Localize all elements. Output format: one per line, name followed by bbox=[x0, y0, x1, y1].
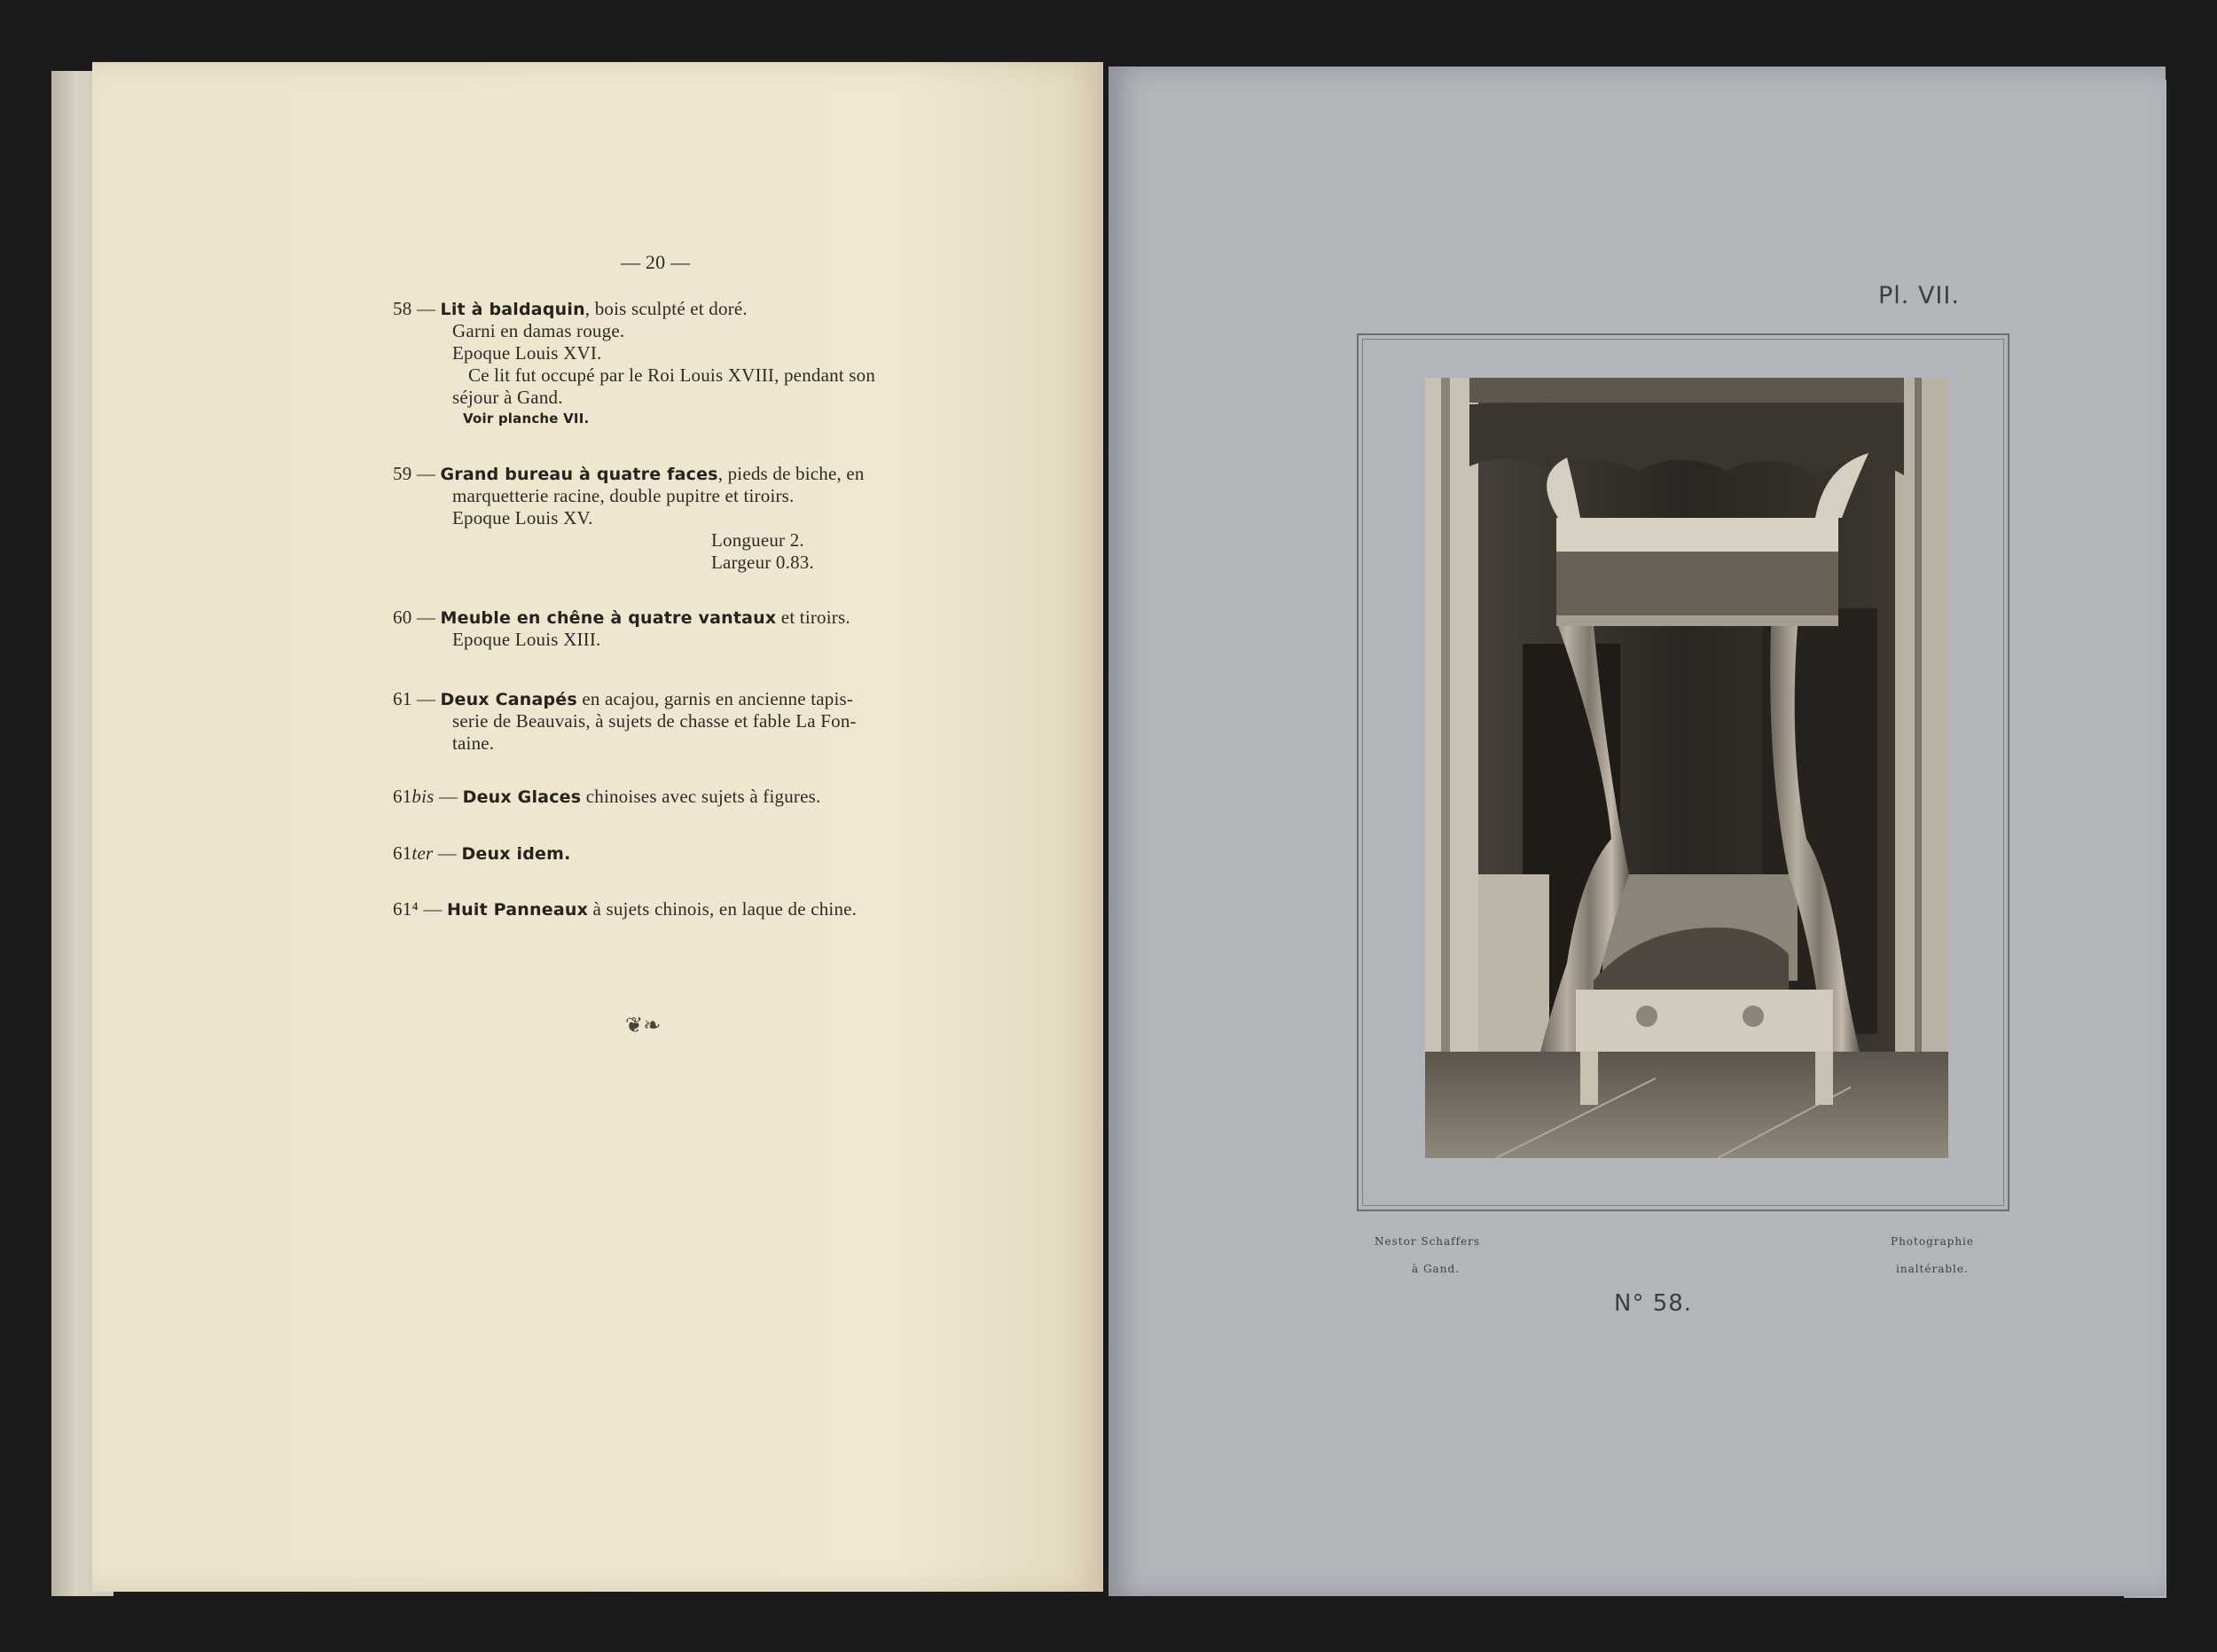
canopy-bed-photograph bbox=[1425, 378, 1948, 1158]
entry-line: taine. bbox=[452, 732, 495, 754]
entry-text: , pieds de biche, en bbox=[717, 463, 865, 484]
entry-number: 58 — bbox=[393, 298, 436, 319]
left-page bbox=[92, 62, 1103, 1592]
entry-title: Grand bureau à quatre faces bbox=[440, 465, 718, 484]
process-credit: Photographie bbox=[1891, 1235, 1974, 1248]
entry-number: 61 — bbox=[393, 688, 436, 709]
catalog-entry-60 bbox=[393, 607, 850, 629]
entry-line: serie de Beauvais, à sujets de chasse et fable La Fon- bbox=[452, 710, 857, 732]
entry-line: marquetterie racine, double pupitre et tiroirs. bbox=[452, 485, 795, 506]
entry-dash: — bbox=[433, 842, 457, 864]
photographer-credit: Nestor Schaffers bbox=[1375, 1235, 1481, 1248]
plate-label: Pl. VII. bbox=[1878, 282, 1960, 309]
entry-number: 61 bbox=[393, 842, 412, 864]
catalog-entry-58 bbox=[393, 298, 748, 320]
page-number: — 20 — bbox=[621, 251, 691, 273]
catalog-entry-61 bbox=[393, 688, 853, 710]
entry-line: Epoque Louis XVI. bbox=[452, 342, 602, 364]
entry-number: 61⁴ — bbox=[393, 898, 443, 920]
entry-text: chinoises avec sujets à figures. bbox=[581, 786, 821, 807]
entry-number: 61 bbox=[393, 786, 412, 807]
entry-line: Longueur 2. bbox=[711, 529, 804, 551]
entry-number-suffix: bis bbox=[411, 786, 435, 807]
entry-dash: — bbox=[434, 786, 458, 807]
catalog-entry-61ter bbox=[393, 842, 571, 865]
plate-reference: Voir planche VII. bbox=[463, 411, 590, 427]
entry-line: Epoque Louis XIII. bbox=[452, 629, 601, 650]
entry-title: Huit Panneaux bbox=[447, 900, 589, 920]
catalog-entry-59 bbox=[393, 463, 865, 485]
entry-text: , bois sculpté et doré. bbox=[584, 298, 748, 319]
photographer-location: à Gand. bbox=[1412, 1263, 1460, 1275]
entry-line: Largeur 0.83. bbox=[711, 552, 814, 573]
entry-text: en acajou, garnis en ancienne tapis- bbox=[576, 688, 854, 709]
entry-text: et tiroirs. bbox=[776, 607, 850, 628]
entry-text: à sujets chinois, en laque de chine. bbox=[588, 898, 858, 920]
entry-title: Lit à baldaquin bbox=[440, 300, 585, 319]
catalog-entry-61bis bbox=[393, 786, 820, 808]
entry-line: séjour à Gand. bbox=[452, 387, 563, 408]
photo-image bbox=[1425, 378, 1948, 1158]
entry-number-suffix: ter bbox=[411, 842, 434, 864]
entry-number: 60 — bbox=[393, 607, 436, 628]
process-credit-2: inaltérable. bbox=[1896, 1263, 1969, 1275]
catalog-entry-61-4 bbox=[393, 898, 857, 920]
ornament-icon: ❦❧ bbox=[625, 1014, 662, 1037]
entry-title: Deux idem. bbox=[461, 844, 571, 864]
entry-title: Deux Glaces bbox=[462, 787, 582, 807]
entry-line: Garni en damas rouge. bbox=[452, 320, 625, 341]
entry-number: 59 — bbox=[393, 463, 436, 484]
entry-title: Deux Canapés bbox=[440, 690, 577, 709]
entry-line: Ce lit fut occupé par le Roi Louis XVIII, pendant son bbox=[468, 364, 876, 386]
entry-title: Meuble en chêne à quatre vantaux bbox=[440, 608, 777, 628]
plate-number: N° 58. bbox=[1614, 1290, 1693, 1317]
entry-line: Epoque Louis XV. bbox=[452, 507, 593, 528]
